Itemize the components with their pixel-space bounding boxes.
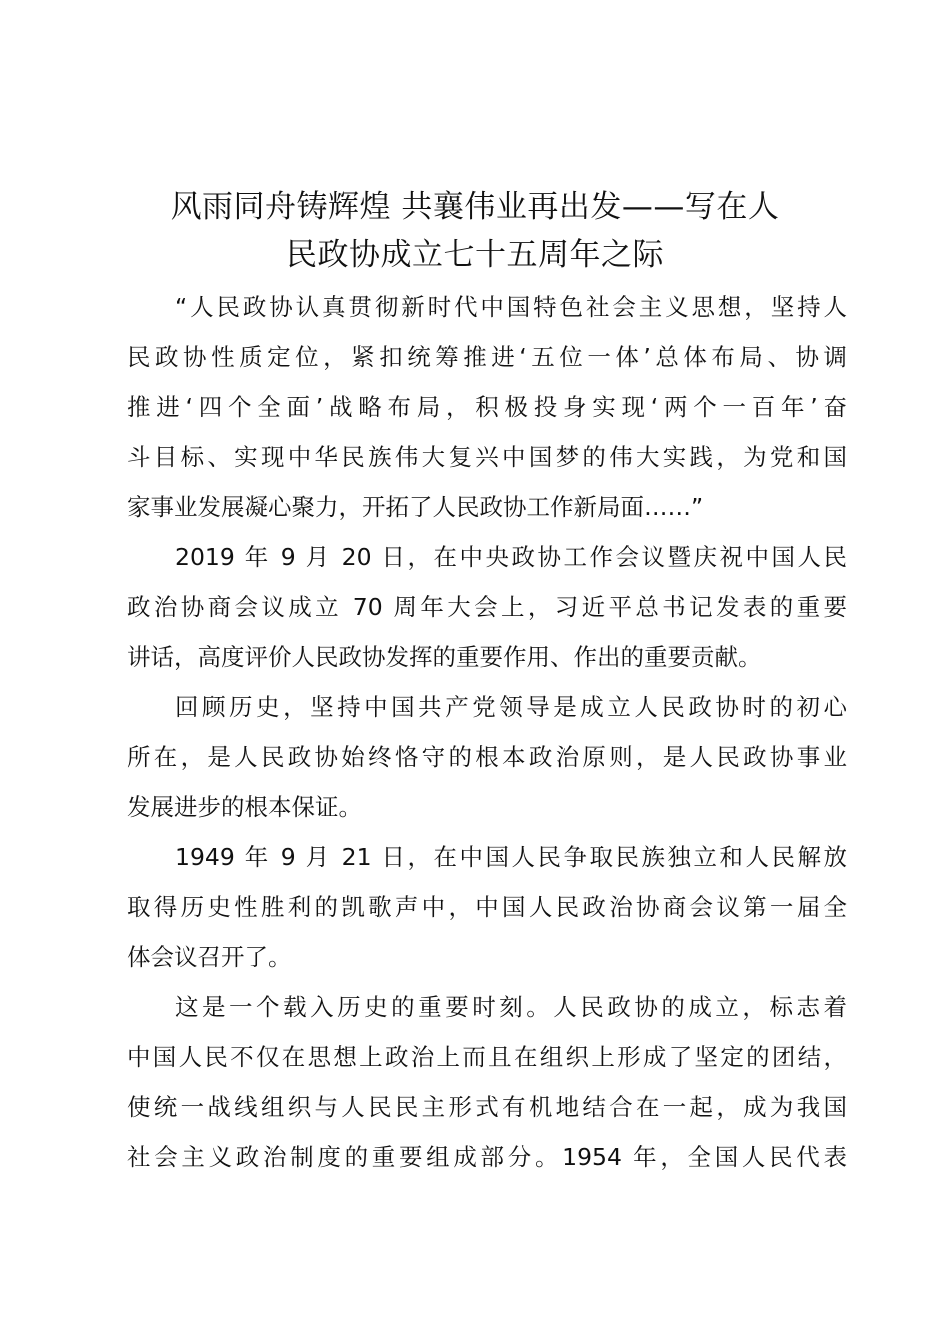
paragraph-1949-founding <box>127 832 847 982</box>
paragraph-line: 回顾历史，坚持中国共产党领导是成立人民政协时的初心 <box>175 693 847 721</box>
paragraph-line: 取得历史性胜利的凯歌声中，中国人民政治协商会议第一届全 <box>127 893 847 921</box>
paragraph-line: 社会主义政治制度的重要组成部分。1954 年，全国人民代表 <box>127 1143 847 1171</box>
document-title <box>115 183 835 279</box>
paragraph-line: 所在，是人民政协始终恪守的根本政治原则，是人民政协事业 <box>127 743 847 771</box>
paragraph-line: 发展进步的根本保证。 <box>127 793 362 821</box>
paragraph-line: 讲话，高度评价人民政协发挥的重要作用、作出的重要贡献。 <box>127 643 762 671</box>
paragraph-history-review <box>127 682 847 832</box>
paragraph-2019-speech <box>127 532 847 682</box>
paragraph-line: 1949 年 9 月 21 日，在中国人民争取民族独立和人民解放 <box>175 843 847 871</box>
paragraph-line: 斗目标、实现中华民族伟大复兴中国梦的伟大实践，为党和国 <box>127 443 847 471</box>
paragraph-line: 家事业发展凝心聚力，开拓了人民政协工作新局面……” <box>127 493 704 521</box>
paragraph-line: 使统一战线组织与人民民主形式有机地结合在一起，成为我国 <box>127 1093 847 1121</box>
paragraph-line: 这是一个载入历史的重要时刻。人民政协的成立，标志着 <box>175 993 847 1021</box>
document-body <box>127 282 847 1182</box>
paragraph-line: 民政协性质定位，紧扣统筹推进‘五位一体’总体布局、协调 <box>127 343 847 371</box>
paragraph-line: 推进‘四个全面’战略布局，积极投身实现‘两个一百年’奋 <box>127 393 847 421</box>
paragraph-line: 中国人民不仅在思想上政治上而且在组织上形成了坚定的团结， <box>127 1043 847 1071</box>
title-line-2: 民政协成立七十五周年之际 <box>286 237 664 273</box>
title-line-1: 风雨同舟铸辉煌 共襄伟业再出发——写在人 <box>170 189 780 225</box>
paragraph-historic-moment <box>127 982 847 1182</box>
paragraph-line: 2019 年 9 月 20 日，在中央政协工作会议暨庆祝中国人民 <box>175 543 847 571</box>
paragraph-quote <box>127 282 847 532</box>
paragraph-line: 体会议召开了。 <box>127 943 292 971</box>
paragraph-line: “人民政协认真贯彻新时代中国特色社会主义思想，坚持人 <box>175 293 847 321</box>
paragraph-line: 政治协商会议成立 70 周年大会上，习近平总书记发表的重要 <box>127 593 847 621</box>
